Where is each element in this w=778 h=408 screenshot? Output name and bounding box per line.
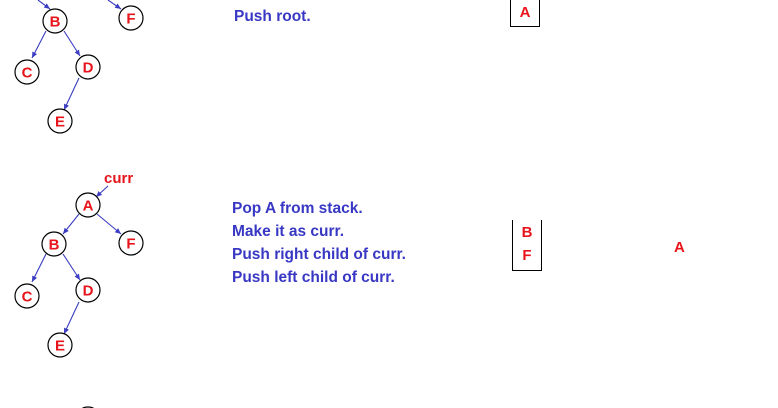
step-line: Make it as curr. (232, 223, 345, 240)
stack-2 (512, 220, 542, 271)
stack-1 (510, 0, 540, 27)
node-label: F (126, 235, 136, 253)
curr-label: curr (104, 170, 134, 187)
edge-a-f (108, 0, 121, 9)
node-d (76, 278, 100, 302)
edge-b-c (32, 31, 46, 58)
node-label: C (21, 64, 33, 82)
node-d (76, 55, 100, 79)
edge-b-d (64, 31, 80, 56)
node-label: B (48, 236, 60, 254)
node-c (15, 60, 39, 84)
node-c (15, 284, 39, 308)
node-label: A (82, 197, 94, 215)
step-line: Push left child of curr. (232, 269, 395, 286)
stack-item: F (522, 247, 532, 264)
tree-2 (15, 170, 143, 357)
edge-a-f (97, 214, 121, 234)
edge-b-c (32, 254, 46, 282)
stack-item: B (521, 224, 533, 241)
step-line: Push right child of curr. (232, 246, 406, 263)
tree-1 (15, 0, 143, 133)
node-b (42, 232, 66, 256)
step-2-text (232, 197, 406, 289)
node-label: D (82, 282, 94, 300)
node-label: C (21, 288, 33, 306)
curr-arrow (96, 186, 108, 197)
edge-d-e (64, 78, 79, 110)
node-f (119, 6, 143, 30)
node-label: D (82, 59, 94, 77)
node-a (76, 193, 100, 217)
node-b (43, 9, 67, 33)
edge-a-b (38, 0, 50, 9)
stack-item: A (519, 4, 531, 21)
edge-b-d (63, 254, 80, 280)
node-label: E (54, 337, 66, 355)
visited-output: A (674, 239, 685, 256)
node-label: E (54, 113, 66, 131)
step-1-text (234, 5, 311, 28)
node-f (119, 231, 143, 255)
node-e (48, 333, 72, 357)
step-line: Pop A from stack. (232, 200, 363, 217)
node-e (48, 109, 72, 133)
step-line: Push root. (234, 8, 311, 25)
edge-d-e (64, 302, 79, 334)
node-label: B (49, 13, 61, 31)
node-label: F (126, 10, 136, 28)
edge-a-b (63, 214, 79, 234)
